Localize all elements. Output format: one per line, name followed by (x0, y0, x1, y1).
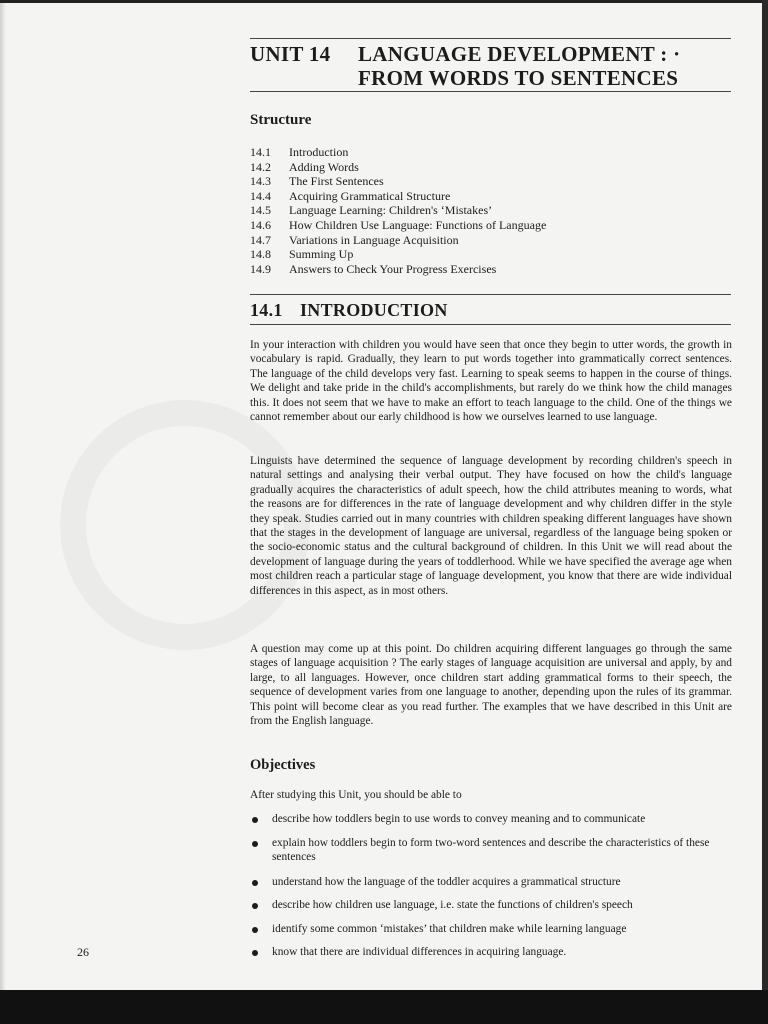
intro-paragraph-3: A question may come up at this point. Do children acquiring different languages go through the same stages of language acquisition ? The early stages of language acquisition are universal and apply, by and large, to all languages. However, once children start adding grammatical forms to their speech, the sequence of development varies from one language to another, depending upon the rules of its grammar. This point will become clear as you read further. The examples that we have described in this Unit are from the English language. (250, 643, 732, 728)
section-bottom-rule (250, 324, 731, 325)
section-number: 14.1 (250, 300, 283, 320)
bullet-icon (252, 950, 258, 956)
structure-item: 14.2 Adding Words (250, 159, 359, 174)
unit-title-line1: LANGUAGE DEVELOPMENT : · (358, 42, 681, 66)
structure-item: 14.3 The First Sentences (250, 174, 384, 189)
section-top-rule (250, 294, 731, 295)
structure-item: 14.4 Acquiring Grammatical Structure (250, 188, 451, 203)
structure-item: 14.9 Answers to Check Your Progress Exercises (250, 261, 497, 276)
title-bottom-rule (250, 91, 731, 92)
intro-paragraph-1: In your interaction with children you would have seen that once they begin to utter words, the growth in vocabulary is rapid. Gradually, they learn to put words together into grammatically correct sentences. The language of the child develops very fast. Learning to speak seems to happen in the course of things. We delight and take pride in the child's accomplishments, but rarely do we think how the child manages this. It does not seem that we have to make an effort to teach language to the child. One of the things we cannot remember about our early childhood is how we ourselves learned to use language. (250, 339, 732, 424)
structure-heading: Structure (250, 112, 312, 128)
objectives-intro: After studying this Unit, you should be able to (250, 789, 462, 801)
bullet-icon (252, 880, 258, 886)
section-title: INTRODUCTION (300, 300, 448, 320)
document-page: UNIT 14 LANGUAGE DEVELOPMENT : · FROM WORDS TO SENTENCES Structure 14.1 Introduction 14.2 Adding Words 14.3 The First Sentences 14.4 Acquiring Grammatical Structure 14.5 Language Learning: Children's ‘Mistakes’ 14.6 How Children Use Language: Functions of Language 14.7 Variations in Language Acquisition 14.8 Summing Up 14.9 Answers to Check Your Progress Exercises 14.1 INTRODUCTION In your interaction with children you would have seen that once they begin to utter words, the growth in vocabulary is rapid. Gradually, they learn to put words together into grammatically correct sentences. The language of the child develops very fast. Learning to speak seems to happen in the course of things. We delight and take pride in the child's accomplishments, but rarely do we think how the child manages this. It does not seem that we have to make an effort to teach language to the child. One of the things we cannot remember about our early childhood is how we ourselves learned to use language. Linguists have determined the sequence of language development by recording children's speech in natural settings and analysing their verbal output. They have focused on how the child's language gradually acquires the characteristics of adult speech, how the child attributes meaning to words, what the reasons are for differences in the rate of language development and why children differ in the style they speak. Studies carried out in many countries with children speaking different languages have shown that the stages in the development of language are universal, regardless of the language being spoken or the socio-economic status and the cultural background of children. In this Unit we will read about the development of language during the years of toddlerhood. While we have specified the average age when most children reach a particular stage of language development, you know that there are wide individual differences in this aspect, as in most others. A question may come up at this point. Do children acquiring different languages go through the same stages of language acquisition ? The early stages of language acquisition are universal and apply, by and large, to all languages. However, once children start adding grammatical forms to their speech, the sequence of development varies from one language to another, depending upon the rules of its grammar. This point will become clear as you read further. The examples that we have described in this Unit are from the English language. Objectives After studying this Unit, you should be able to describe how toddlers begin to use words to convey meaning and to communicate explain how toddlers begin to form two-word sentences and describe the characteristics of these sentences understand how the language of the toddler acquires a grammatical structure describe how children use language, i.e. state the functions of children's speech identify some common ‘mistakes’ that children make while learning language know that there are individual differences in acquiring language. 26 (0, 0, 762, 990)
unit-number: UNIT 14 (250, 42, 331, 66)
structure-item: 14.5 Language Learning: Children's ‘Mistakes’ (250, 203, 493, 218)
bullet-icon (252, 841, 258, 847)
page-left-edge (0, 0, 6, 990)
objectives-heading: Objectives (250, 757, 316, 773)
structure-item: 14.8 Summing Up (250, 247, 354, 262)
structure-item: 14.1 Introduction (250, 145, 349, 159)
scan-top-edge (0, 0, 768, 3)
structure-list (250, 145, 546, 276)
structure-item: 14.6 How Children Use Language: Functions of Language (250, 217, 547, 232)
scan-bottom-edge (0, 990, 768, 1024)
page-number: 26 (77, 945, 89, 959)
section-heading (250, 300, 448, 321)
bullet-icon (252, 817, 258, 823)
unit-title-line2: FROM WORDS TO SENTENCES (358, 66, 679, 90)
title-top-rule (250, 38, 731, 39)
bullet-icon (252, 903, 258, 909)
intro-paragraph-2: Linguists have determined the sequence of language development by recording children's speech in natural settings and analysing their verbal output. They have focused on how the child's language gradually acquires the characteristics of adult speech, how the child attributes meaning to words, what the reasons are for differences in the rate of language development and why children differ in the style they speak. Studies carried out in many countries with children speaking different languages have shown that the stages in the development of language are universal, regardless of the language being spoken or the socio-economic status and the cultural background of children. In this Unit we will read about the development of language during the years of toddlerhood. While we have specified the average age when most children reach a particular stage of language development, you know that there are wide individual differences in this aspect, as in most others. (250, 455, 732, 597)
scan-right-edge (762, 0, 768, 1024)
bullet-icon (252, 927, 258, 933)
structure-item: 14.7 Variations in Language Acquisition (250, 232, 459, 247)
